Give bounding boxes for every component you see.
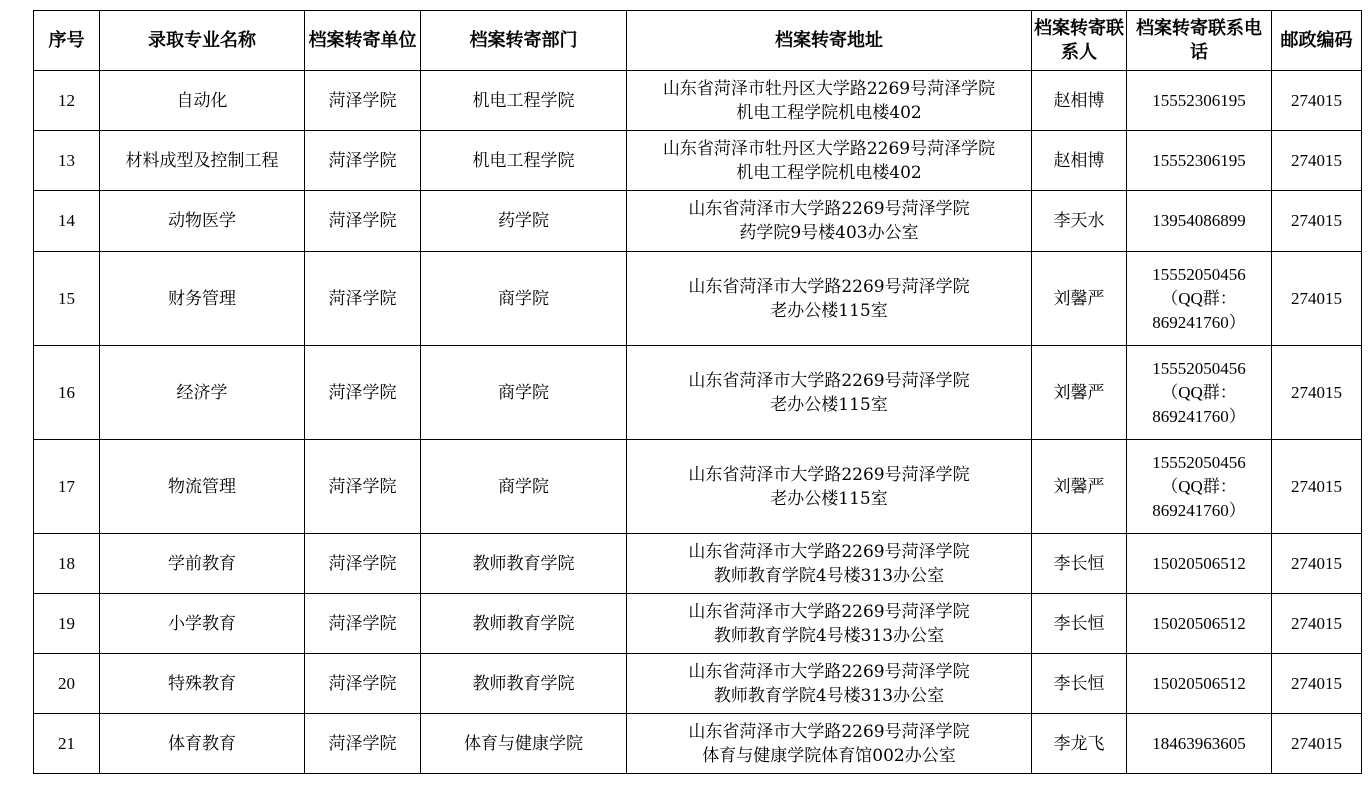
cell-address: 山东省菏泽市大学路2269号菏泽学院 老办公楼115室 <box>627 252 1032 346</box>
header-address: 档案转寄地址 <box>627 11 1032 71</box>
cell-seq: 19 <box>34 594 100 654</box>
table-row <box>34 252 1362 346</box>
cell-major: 体育教育 <box>100 714 305 774</box>
cell-phone: 15552306195 <box>1127 131 1272 191</box>
cell-seq: 17 <box>34 440 100 534</box>
cell-dept: 体育与健康学院 <box>421 714 627 774</box>
cell-dept: 药学院 <box>421 191 627 252</box>
cell-contact: 李龙飞 <box>1032 714 1127 774</box>
cell-postal: 274015 <box>1272 346 1362 440</box>
table-row <box>34 346 1362 440</box>
cell-phone: 15552050456 （QQ群： 869241760） <box>1127 440 1272 534</box>
header-phone: 档案转寄联系电话 <box>1127 11 1272 71</box>
table-body <box>34 71 1362 774</box>
cell-unit: 菏泽学院 <box>305 440 421 534</box>
cell-address: 山东省菏泽市大学路2269号菏泽学院 教师教育学院4号楼313办公室 <box>627 594 1032 654</box>
cell-unit: 菏泽学院 <box>305 191 421 252</box>
cell-address: 山东省菏泽市大学路2269号菏泽学院 体育与健康学院体育馆002办公室 <box>627 714 1032 774</box>
cell-postal: 274015 <box>1272 440 1362 534</box>
cell-dept: 机电工程学院 <box>421 71 627 131</box>
cell-unit: 菏泽学院 <box>305 71 421 131</box>
cell-phone: 15552306195 <box>1127 71 1272 131</box>
cell-unit: 菏泽学院 <box>305 346 421 440</box>
cell-seq: 21 <box>34 714 100 774</box>
table-row <box>34 131 1362 191</box>
cell-contact: 刘馨严 <box>1032 252 1127 346</box>
header-seq: 序号 <box>34 11 100 71</box>
header-postal: 邮政编码 <box>1272 11 1362 71</box>
cell-major: 经济学 <box>100 346 305 440</box>
cell-contact: 赵相博 <box>1032 131 1127 191</box>
cell-seq: 18 <box>34 534 100 594</box>
cell-contact: 赵相博 <box>1032 71 1127 131</box>
cell-address: 山东省菏泽市大学路2269号菏泽学院 老办公楼115室 <box>627 440 1032 534</box>
cell-postal: 274015 <box>1272 191 1362 252</box>
cell-major: 材料成型及控制工程 <box>100 131 305 191</box>
table-row <box>34 71 1362 131</box>
cell-major: 自动化 <box>100 71 305 131</box>
cell-postal: 274015 <box>1272 714 1362 774</box>
cell-unit: 菏泽学院 <box>305 714 421 774</box>
cell-seq: 12 <box>34 71 100 131</box>
cell-phone: 15552050456 （QQ群： 869241760） <box>1127 252 1272 346</box>
cell-major: 动物医学 <box>100 191 305 252</box>
cell-major: 财务管理 <box>100 252 305 346</box>
cell-unit: 菏泽学院 <box>305 594 421 654</box>
header-dept: 档案转寄部门 <box>421 11 627 71</box>
cell-postal: 274015 <box>1272 252 1362 346</box>
cell-seq: 15 <box>34 252 100 346</box>
cell-dept: 机电工程学院 <box>421 131 627 191</box>
archive-transfer-table <box>33 10 1362 774</box>
cell-postal: 274015 <box>1272 654 1362 714</box>
cell-phone: 15020506512 <box>1127 654 1272 714</box>
archive-table-wrapper <box>33 10 1362 774</box>
cell-contact: 刘馨严 <box>1032 346 1127 440</box>
cell-address: 山东省菏泽市大学路2269号菏泽学院 教师教育学院4号楼313办公室 <box>627 534 1032 594</box>
cell-major: 小学教育 <box>100 594 305 654</box>
header-major: 录取专业名称 <box>100 11 305 71</box>
cell-contact: 李天水 <box>1032 191 1127 252</box>
cell-contact: 李长恒 <box>1032 534 1127 594</box>
cell-unit: 菏泽学院 <box>305 534 421 594</box>
cell-unit: 菏泽学院 <box>305 252 421 346</box>
cell-contact: 李长恒 <box>1032 654 1127 714</box>
cell-dept: 商学院 <box>421 440 627 534</box>
table-row <box>34 191 1362 252</box>
table-header <box>34 11 1362 71</box>
cell-dept: 教师教育学院 <box>421 654 627 714</box>
header-row <box>34 11 1362 71</box>
cell-major: 学前教育 <box>100 534 305 594</box>
cell-phone: 15020506512 <box>1127 594 1272 654</box>
cell-seq: 13 <box>34 131 100 191</box>
header-unit: 档案转寄单位 <box>305 11 421 71</box>
cell-phone: 13954086899 <box>1127 191 1272 252</box>
cell-address: 山东省菏泽市大学路2269号菏泽学院 教师教育学院4号楼313办公室 <box>627 654 1032 714</box>
cell-seq: 16 <box>34 346 100 440</box>
cell-seq: 14 <box>34 191 100 252</box>
cell-dept: 商学院 <box>421 252 627 346</box>
header-contact: 档案转寄联系人 <box>1032 11 1127 71</box>
cell-phone: 15020506512 <box>1127 534 1272 594</box>
cell-unit: 菏泽学院 <box>305 654 421 714</box>
cell-address: 山东省菏泽市大学路2269号菏泽学院 药学院9号楼403办公室 <box>627 191 1032 252</box>
cell-major: 特殊教育 <box>100 654 305 714</box>
table-row <box>34 654 1362 714</box>
table-row <box>34 594 1362 654</box>
cell-major: 物流管理 <box>100 440 305 534</box>
cell-address: 山东省菏泽市大学路2269号菏泽学院 老办公楼115室 <box>627 346 1032 440</box>
cell-dept: 教师教育学院 <box>421 534 627 594</box>
cell-address: 山东省菏泽市牡丹区大学路2269号菏泽学院 机电工程学院机电楼402 <box>627 131 1032 191</box>
cell-seq: 20 <box>34 654 100 714</box>
table-row <box>34 714 1362 774</box>
cell-postal: 274015 <box>1272 594 1362 654</box>
cell-postal: 274015 <box>1272 131 1362 191</box>
cell-dept: 商学院 <box>421 346 627 440</box>
cell-contact: 李长恒 <box>1032 594 1127 654</box>
table-row <box>34 534 1362 594</box>
cell-postal: 274015 <box>1272 71 1362 131</box>
cell-dept: 教师教育学院 <box>421 594 627 654</box>
cell-address: 山东省菏泽市牡丹区大学路2269号菏泽学院 机电工程学院机电楼402 <box>627 71 1032 131</box>
table-row <box>34 440 1362 534</box>
cell-phone: 18463963605 <box>1127 714 1272 774</box>
cell-phone: 15552050456 （QQ群： 869241760） <box>1127 346 1272 440</box>
cell-postal: 274015 <box>1272 534 1362 594</box>
cell-unit: 菏泽学院 <box>305 131 421 191</box>
cell-contact: 刘馨严 <box>1032 440 1127 534</box>
